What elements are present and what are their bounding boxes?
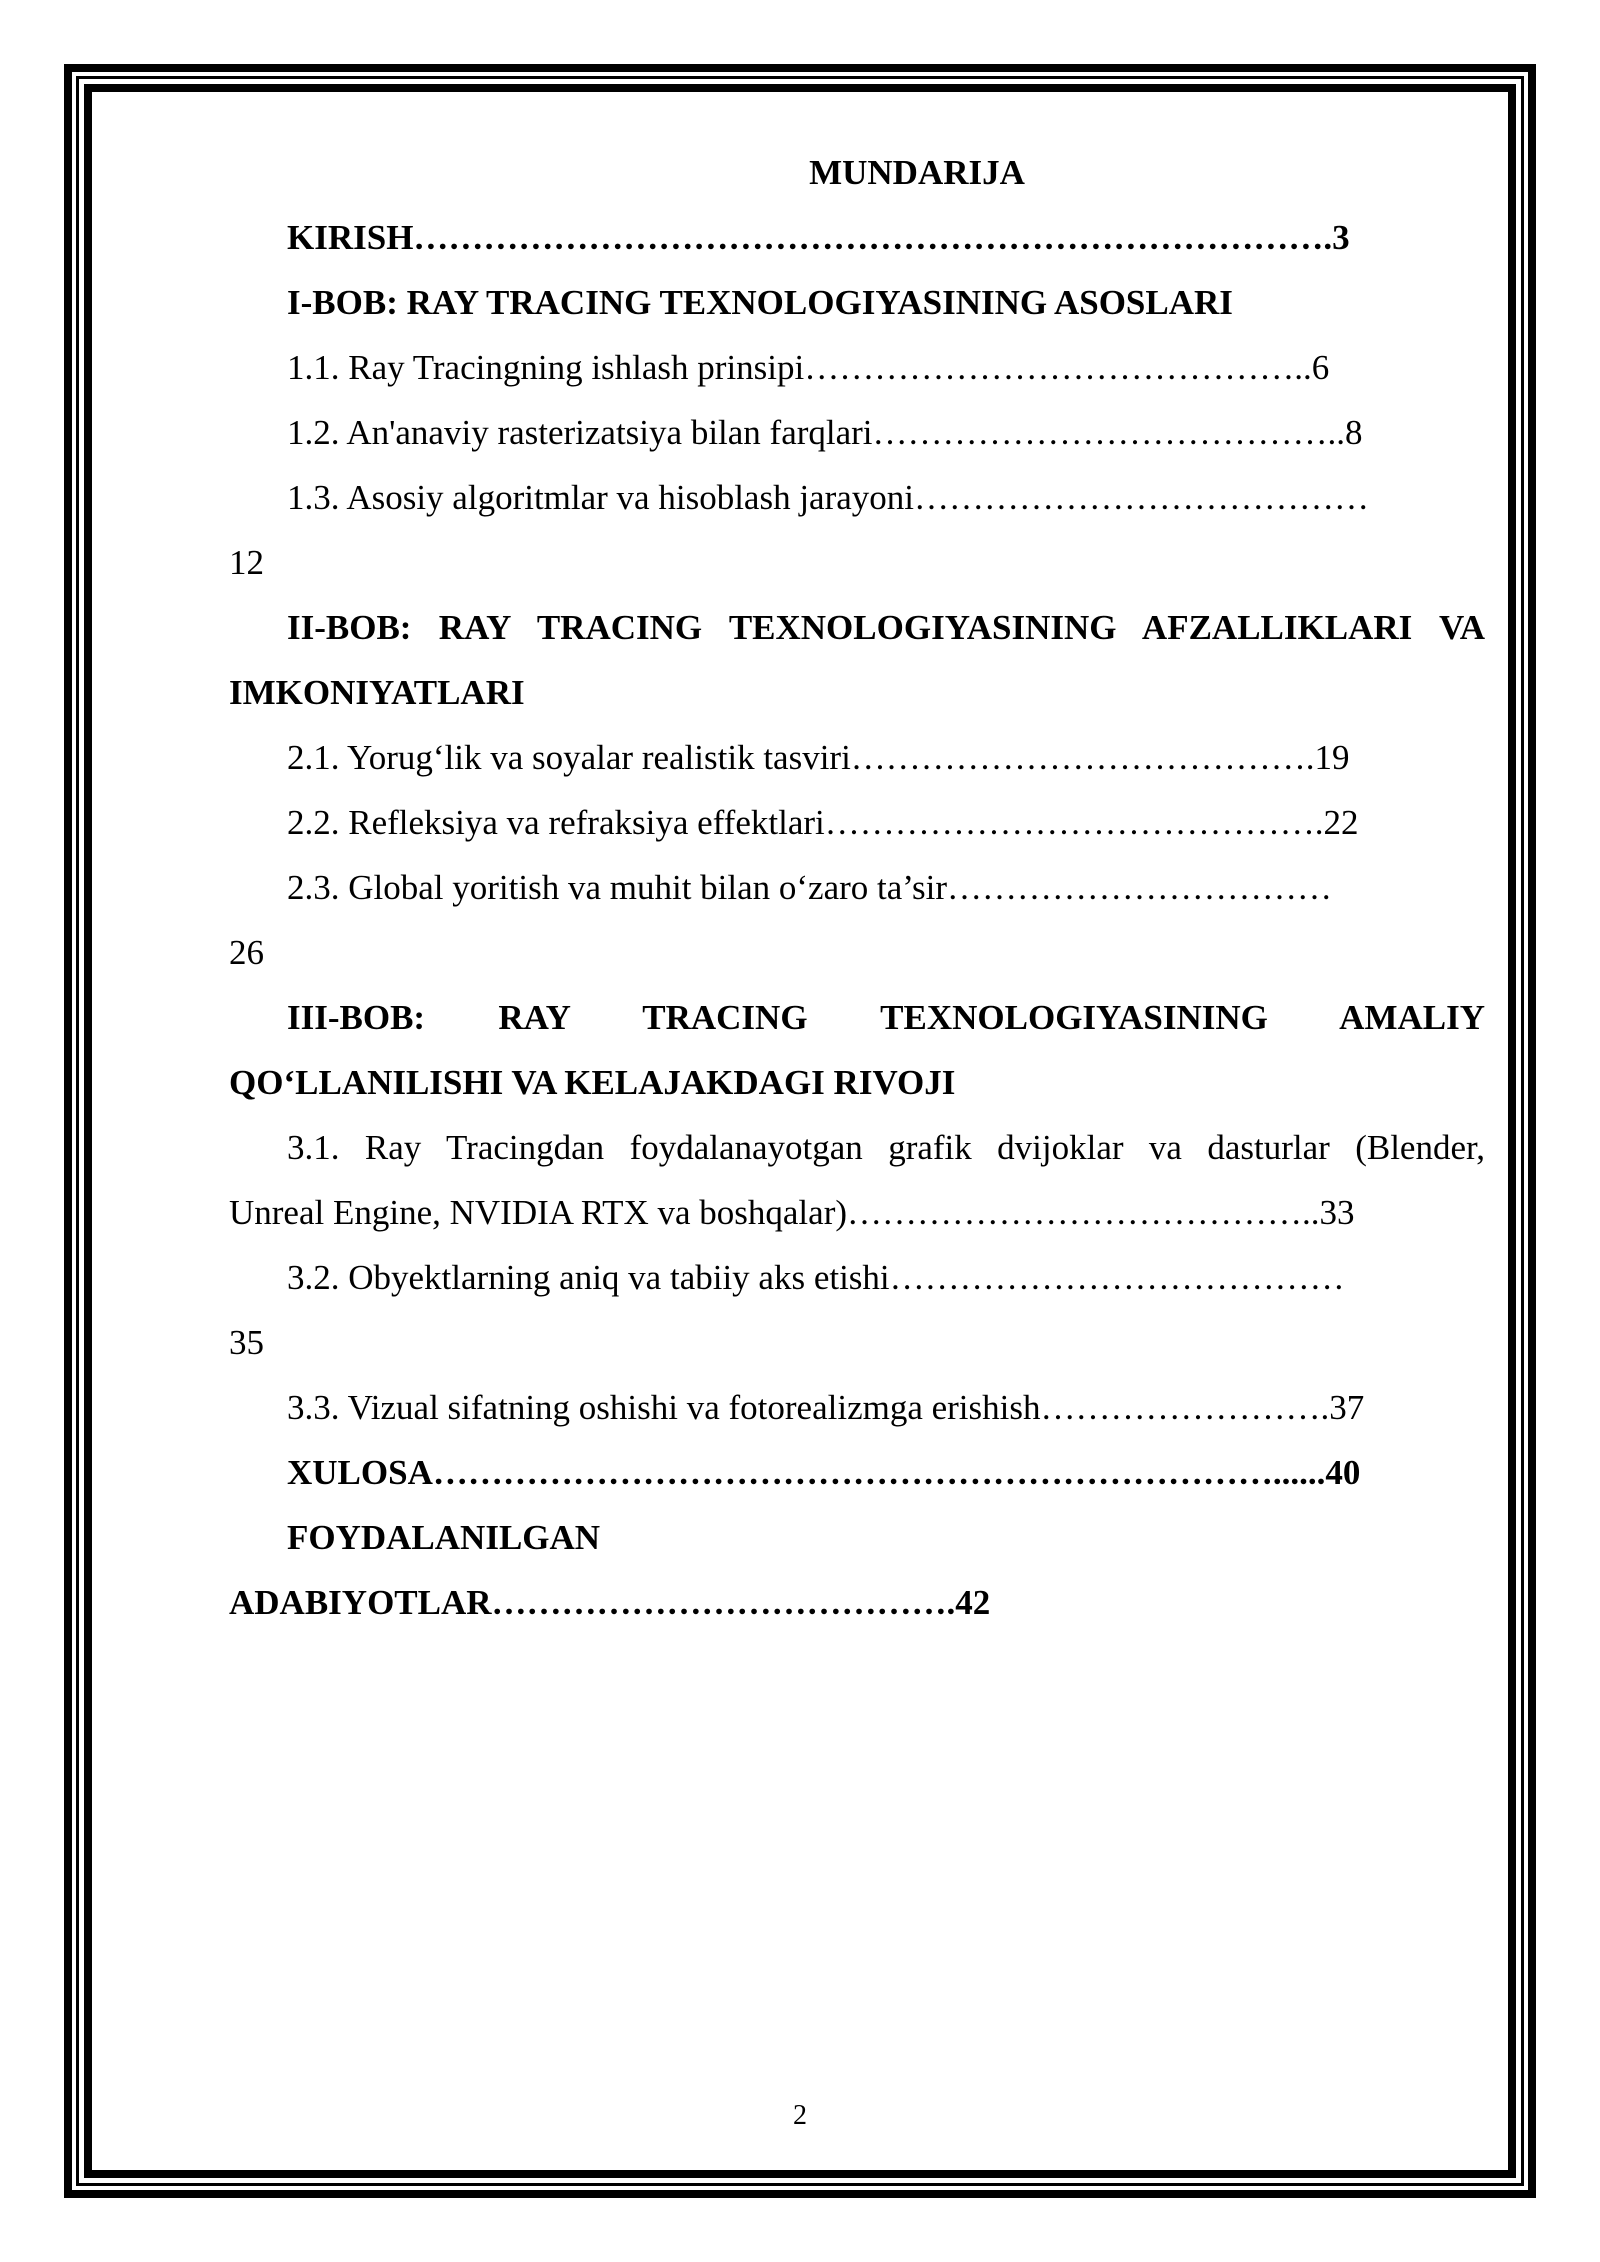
toc-entry-3-2: 3.2. Obyektlarning aniq va tabiiy aks etishi…………………………………: [287, 1258, 1345, 1297]
toc-entry-2-1: 2.1. Yorug‘lik va soyalar realistik tasviri………………………………….19: [287, 738, 1350, 777]
toc-entry-3-1-line2: Unreal Engine, NVIDIA RTX va boshqalar)…………………………………..33: [229, 1193, 1355, 1232]
toc-entry-3-1-line1: 3.1. Ray Tracingdan foydalanayotgan grafik dvijoklar va dasturlar (Blender,: [287, 1128, 1485, 1167]
table-of-contents: [229, 140, 1485, 1635]
toc-entry-kirish: KIRISH…………………………………………………………………….3: [287, 218, 1350, 257]
toc-entry-3-2-page: 35: [229, 1323, 264, 1362]
toc-entry-1-3: 1.3. Asosiy algoritmlar va hisoblash jarayoni…………………………………: [287, 478, 1369, 517]
toc-entry-references-line1: FOYDALANILGAN: [287, 1518, 601, 1557]
toc-entry-1-3-page: 12: [229, 543, 264, 582]
toc-entry-references-line2: ADABIYOTLAR………………………………….42: [229, 1583, 991, 1622]
toc-entry-xulosa: XULOSA………………………………………………………………......40: [287, 1453, 1361, 1492]
toc-entry-1-1: 1.1. Ray Tracingning ishlash prinsipi……………………………………..6: [287, 348, 1330, 387]
toc-title: MUNDARIJA: [809, 153, 1025, 192]
page-number: 2: [793, 2100, 807, 2131]
toc-chapter-2-title-line1: II-BOB: RAY TRACING TEXNOLOGIYASINING AFZALLIKLARI VA: [287, 608, 1485, 647]
toc-chapter-1-title: I-BOB: RAY TRACING TEXNOLOGIYASINING ASOSLARI: [287, 283, 1233, 322]
toc-entry-2-2: 2.2. Refleksiya va refraksiya effektlari…………………………………….22: [287, 803, 1359, 842]
toc-entry-2-3-page: 26: [229, 933, 264, 972]
toc-chapter-3-title-line1: III-BOB: RAY TRACING TEXNOLOGIYASINING AMALIY: [287, 998, 1485, 1037]
toc-chapter-2-title-line2: IMKONIYATLARI: [229, 673, 525, 712]
toc-entry-3-3: 3.3. Vizual sifatning oshishi va fotorealizmga erishish…………………….37: [287, 1388, 1365, 1427]
toc-chapter-3-title-line2: QO‘LLANILISHI VA KELAJAKDAGI RIVOJI: [229, 1063, 956, 1102]
toc-entry-1-2: 1.2. An'anaviy rasterizatsiya bilan farqlari…………………………………..8: [287, 413, 1363, 452]
toc-entry-2-3: 2.3. Global yoritish va muhit bilan o‘zaro ta’sir……………………………: [287, 868, 1333, 907]
